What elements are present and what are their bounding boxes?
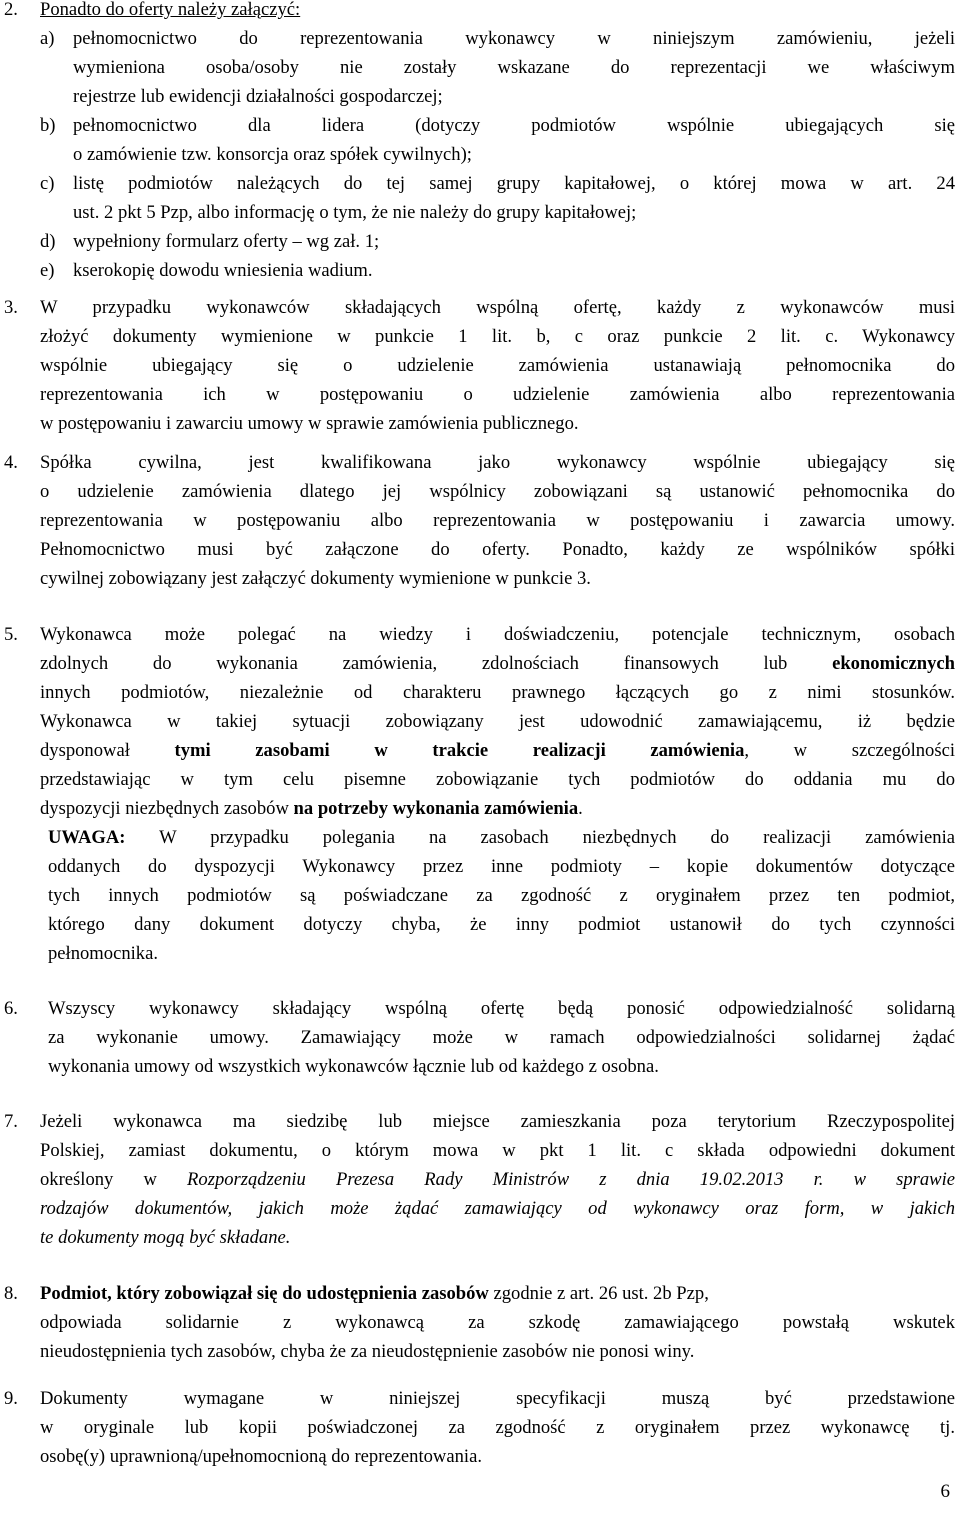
section-title: Ponadto do oferty należy załączyć: <box>40 0 301 20</box>
paragraph-line: złożyć dokumenty wymienione w punkcie 1 lit. b, c oraz punkcie 2 lit. c. Wykonawcy <box>40 326 955 347</box>
paragraph-line: w postępowaniu i zawarciu umowy w sprawie zamówienia publicznego. <box>40 413 579 434</box>
paragraph-line: o udzielenie zamówienia dlatego jej wspólnicy zobowiązani są ustanowić pełnomocnika do <box>40 481 955 502</box>
item-letter-c: c) <box>40 173 55 194</box>
section-number: 9. <box>4 1388 18 1409</box>
item-letter-a: a) <box>40 28 55 49</box>
paragraph-line: reprezentowania w postępowaniu albo reprezentowania w postępowaniu i zawarcia umowy. <box>40 510 955 531</box>
section-number: 6. <box>4 998 18 1019</box>
paragraph-line: Dokumenty wymagane w niniejszej specyfikacji muszą być przedstawione <box>40 1388 955 1409</box>
paragraph-line: osobę(y) uprawnioną/upełnomocnioną do reprezentowania. <box>40 1446 482 1467</box>
item-b-line: o zamówienie tzw. konsorcja oraz spółek cywilnych); <box>73 144 472 165</box>
item-d-line: wypełniony formularz oferty – wg zał. 1; <box>73 231 380 252</box>
paragraph-line: Wykonawca może polegać na wiedzy i doświadczeniu, potencjale technicznym, osobach <box>40 624 955 645</box>
paragraph-line: Polskiej, zamiast dokumentu, o którym mowa w pkt 1 lit. c składa odpowiedni dokument <box>40 1140 955 1161</box>
page-number: 6 <box>940 1481 950 1502</box>
paragraph-line: Jeżeli wykonawca ma siedzibę lub miejsce zamieszkania poza terytorium Rzeczypospolitej <box>40 1111 955 1132</box>
warning-line: UWAGA: W przypadku polegania na zasobach niezbędnych do realizacji zamówienia <box>48 827 955 848</box>
bold-text: tymi zasobami w trakcie realizacji zamówienia <box>174 740 745 761</box>
warning-line: tych innych podmiotów są poświadczane za zgodność z oryginałem przez ten podmiot, <box>48 885 955 906</box>
section-number: 2. <box>4 0 18 20</box>
paragraph-line: Spółka cywilna, jest kwalifikowana jako wykonawcy wspólnie ubiegający się <box>40 452 955 473</box>
warning-label: UWAGA: <box>48 827 126 848</box>
paragraph-line: cywilnej zobowiązany jest załączyć dokumenty wymienione w punkcie 3. <box>40 568 591 589</box>
paragraph-line: w oryginale lub kopii poświadczonej za zgodność z oryginałem przez wykonawcę tj. <box>40 1417 955 1438</box>
warning-line: którego dany dokument dotyczy chyba, że inny podmiot ustanowił do tych czynności <box>48 914 955 935</box>
paragraph-line: zdolnych do wykonania zamówienia, zdolnościach finansowych lub ekonomicznych <box>40 653 955 674</box>
paragraph-line: reprezentowania ich w postępowaniu o udzielenie zamówienia albo reprezentowania <box>40 384 955 405</box>
item-c-line: ust. 2 pkt 5 Pzp, albo informację o tym, że nie należy do grupy kapitałowej; <box>73 202 637 223</box>
section-number: 8. <box>4 1283 18 1304</box>
paragraph-line: innych podmiotów, niezależnie od charakteru prawnego łączących go z nimi stosunków. <box>40 682 955 703</box>
item-c-line: listę podmiotów należących do tej samej grupy kapitałowej, o której mowa w art. 24 <box>73 173 955 194</box>
item-e-line: kserokopię dowodu wniesienia wadium. <box>73 260 373 281</box>
paragraph-line: dyspozycji niezbędnych zasobów na potrzeby wykonania zamówienia. <box>40 798 583 819</box>
paragraph-line: Podmiot, który zobowiązał się do udostępnienia zasobów zgodnie z art. 26 ust. 2b Pzp, <box>40 1283 709 1304</box>
section-number: 5. <box>4 624 18 645</box>
bold-text: ekonomicznych <box>832 653 955 674</box>
paragraph-line: W przypadku wykonawców składających wspólną ofertę, każdy z wykonawców musi <box>40 297 955 318</box>
item-b-line: pełnomocnictwo dla lidera (dotyczy podmiotów wspólnie ubiegających się <box>73 115 955 136</box>
paragraph-line: wykonania umowy od wszystkich wykonawców łącznie lub od każdego z osobna. <box>48 1056 659 1077</box>
paragraph-line: dysponował tymi zasobami w trakcie realizacji zamówienia, w szczególności <box>40 740 955 761</box>
item-a-line: wymieniona osoba/osoby nie zostały wskazane do reprezentacji we właściwym <box>73 57 955 78</box>
item-a-line: pełnomocnictwo do reprezentowania wykonawcy w niniejszym zamówieniu, jeżeli <box>73 28 955 49</box>
warning-line: pełnomocnika. <box>48 943 158 964</box>
section-number: 3. <box>4 297 18 318</box>
warning-line: oddanych do dyspozycji Wykonawcy przez inne podmioty – kopie dokumentów dotyczące <box>48 856 955 877</box>
item-a-line: rejestrze lub ewidencji działalności gospodarczej; <box>73 86 443 107</box>
paragraph-line: odpowiada solidarnie z wykonawcą za szkodę zamawiającego powstałą wskutek <box>40 1312 955 1333</box>
paragraph-line: te dokumenty mogą być składane. <box>40 1227 291 1248</box>
paragraph-line: Wykonawca w takiej sytuacji zobowiązany jest udowodnić zamawiającemu, iż będzie <box>40 711 955 732</box>
paragraph-line: Pełnomocnictwo musi być załączone do oferty. Ponadto, każdy ze wspólników spółki <box>40 539 955 560</box>
paragraph-line: przedstawiając w tym celu pisemne zobowiązanie tych podmiotów do oddania mu do <box>40 769 955 790</box>
paragraph-line: rodzajów dokumentów, jakich może żądać zamawiający od wykonawcy oraz form, w jakich <box>40 1198 955 1219</box>
section-number: 4. <box>4 452 18 473</box>
paragraph-line: Wszyscy wykonawcy składający wspólną ofertę będą ponosić odpowiedzialność solidarną <box>48 998 955 1019</box>
item-letter-b: b) <box>40 115 56 136</box>
italic-text: Rozporządzeniu Prezesa Rady Ministrów z dnia 19.02.2013 r. w sprawie <box>187 1169 956 1190</box>
paragraph-line: wspólnie ubiegający się o udzielenie zamówienia ustanawiają pełnomocnika do <box>40 355 955 376</box>
paragraph-line: określony w Rozporządzeniu Prezesa Rady Ministrów z dnia 19.02.2013 r. w sprawie <box>40 1169 956 1190</box>
bold-text: Podmiot, który zobowiązał się do udostępnienia zasobów <box>40 1283 489 1304</box>
paragraph-line: nieudostępnienia tych zasobów, chyba że za nieudostępnienie zasobów nie ponosi winy. <box>40 1341 695 1362</box>
section-number: 7. <box>4 1111 18 1132</box>
item-letter-e: e) <box>40 260 55 281</box>
item-letter-d: d) <box>40 231 56 252</box>
bold-text: na potrzeby wykonania zamówienia <box>293 798 579 819</box>
paragraph-line: za wykonanie umowy. Zamawiający może w ramach odpowiedzialności solidarnej żądać <box>48 1027 955 1048</box>
